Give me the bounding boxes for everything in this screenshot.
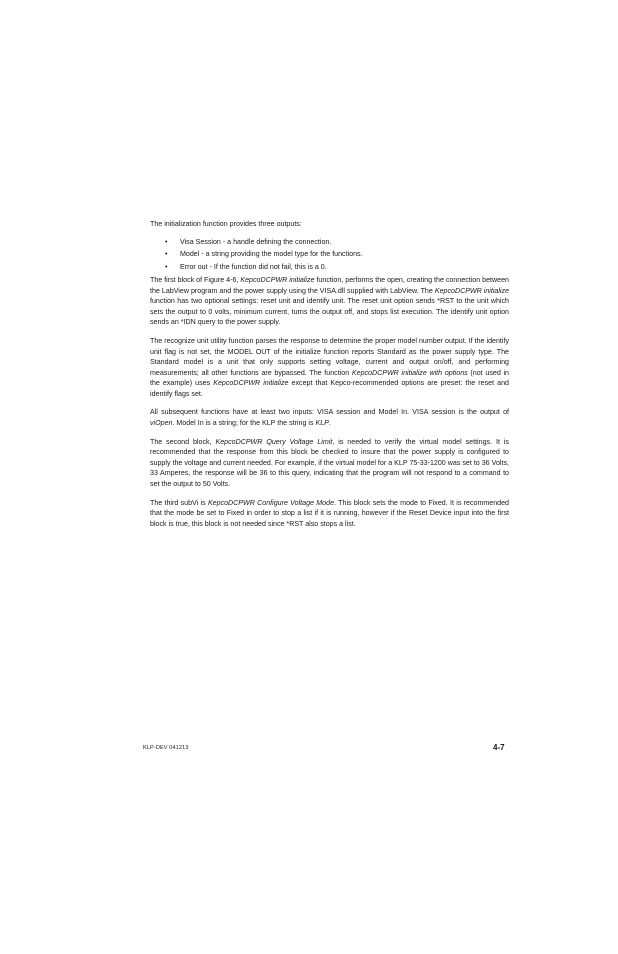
function-name: KepcoDCPWR Configure Voltage Mode — [207, 498, 335, 507]
list-item — [150, 262, 509, 273]
function-name: viOpen — [150, 419, 173, 428]
recognize-unit-paragraph: The recognize unit utility function parses the response to determine the proper model number output. If the identify unit flag is not set, the MODEL OUT of the initialize function reports Standard as the power supply type. The Standard model is a unit that only supports setting voltage, current and output on/off, and performing measurements; all other functions are bypassed. The function KepcoDCPWR initialize with options (not used in the example) uses KepcoDCPWR initialize except that Kepco-recommended options are preset: the reset and identify flags set. — [150, 336, 510, 398]
bullet-icon: • — [165, 263, 168, 272]
function-name: KepcoDCPWR initialize with options — [351, 368, 468, 377]
function-name: KepcoDCPWR initialize — [240, 275, 315, 284]
bullet-icon: • — [165, 250, 168, 259]
model-string: KLP — [315, 419, 329, 428]
function-name: KepcoDCPWR initialize — [213, 379, 289, 388]
configure-voltage-paragraph: The third subVi is KepcoDCPWR Configure Voltage Mode. This block sets the mode to Fixed. It is recommended that the mode be set to Fixed in order to stop a list if it is running, however if the Reset Device input into the first block is true, this block is not needed since *RST also stops a list. — [150, 498, 510, 528]
page-body — [150, 219, 509, 537]
intro-paragraph: The initialization function provides three outputs: — [150, 220, 302, 228]
function-name: KepcoDCPWR Query Voltage Limit — [215, 437, 333, 446]
list-item-text: Error out - If the function did not fail, this is a 0. — [180, 263, 327, 272]
list-item-text: Model - a string providing the model type for the functions. — [180, 250, 363, 259]
bullet-icon: • — [165, 237, 168, 246]
list-item-text: Visa Session - a handle defining the connection. — [180, 237, 332, 246]
page-number: 4-7 — [493, 743, 505, 752]
initialize-paragraph: The first block of Figure 4-6, KepcoDCPWR initialize function, performs the open, creating the connection between the LabView program and the power supply using the VISA.dll supplied with LabView. The KepcoDCPWR initialize function has two optional settings: reset unit and identify unit. The reset unit option sends *RST to the unit which sets the output to 0 volts, minimum current, turns the output off, and stops list execution. The identify unit option sends an *IDN query to the power supply. — [150, 275, 509, 327]
list-item — [150, 249, 509, 260]
list-item — [150, 237, 509, 248]
query-voltage-paragraph: The second block, KepcoDCPWR Query Voltage Limit, is needed to verify the virtual model settings. It is recommended that the response from this block be checked to insure that the power supply is configured to supply the voltage and current needed. For example, if the virtual model for a KLP 75-33-1200 was set to 36 Volts, 33 Amperes, the response will be 36 to this query, indicating that the program will not respond to a command to set the output to 50 Volts. — [150, 437, 509, 489]
inputs-paragraph: All subsequent functions have at least two inputs: VISA session and Model In. VISA session is the output of viOpen. Model In is a string; for the KLP the string is KLP. — [150, 408, 509, 428]
outputs-list — [150, 237, 509, 273]
function-name: KepcoDCPWR initialize — [434, 286, 509, 295]
document-id: KLP-DEV 041213 — [143, 745, 189, 751]
